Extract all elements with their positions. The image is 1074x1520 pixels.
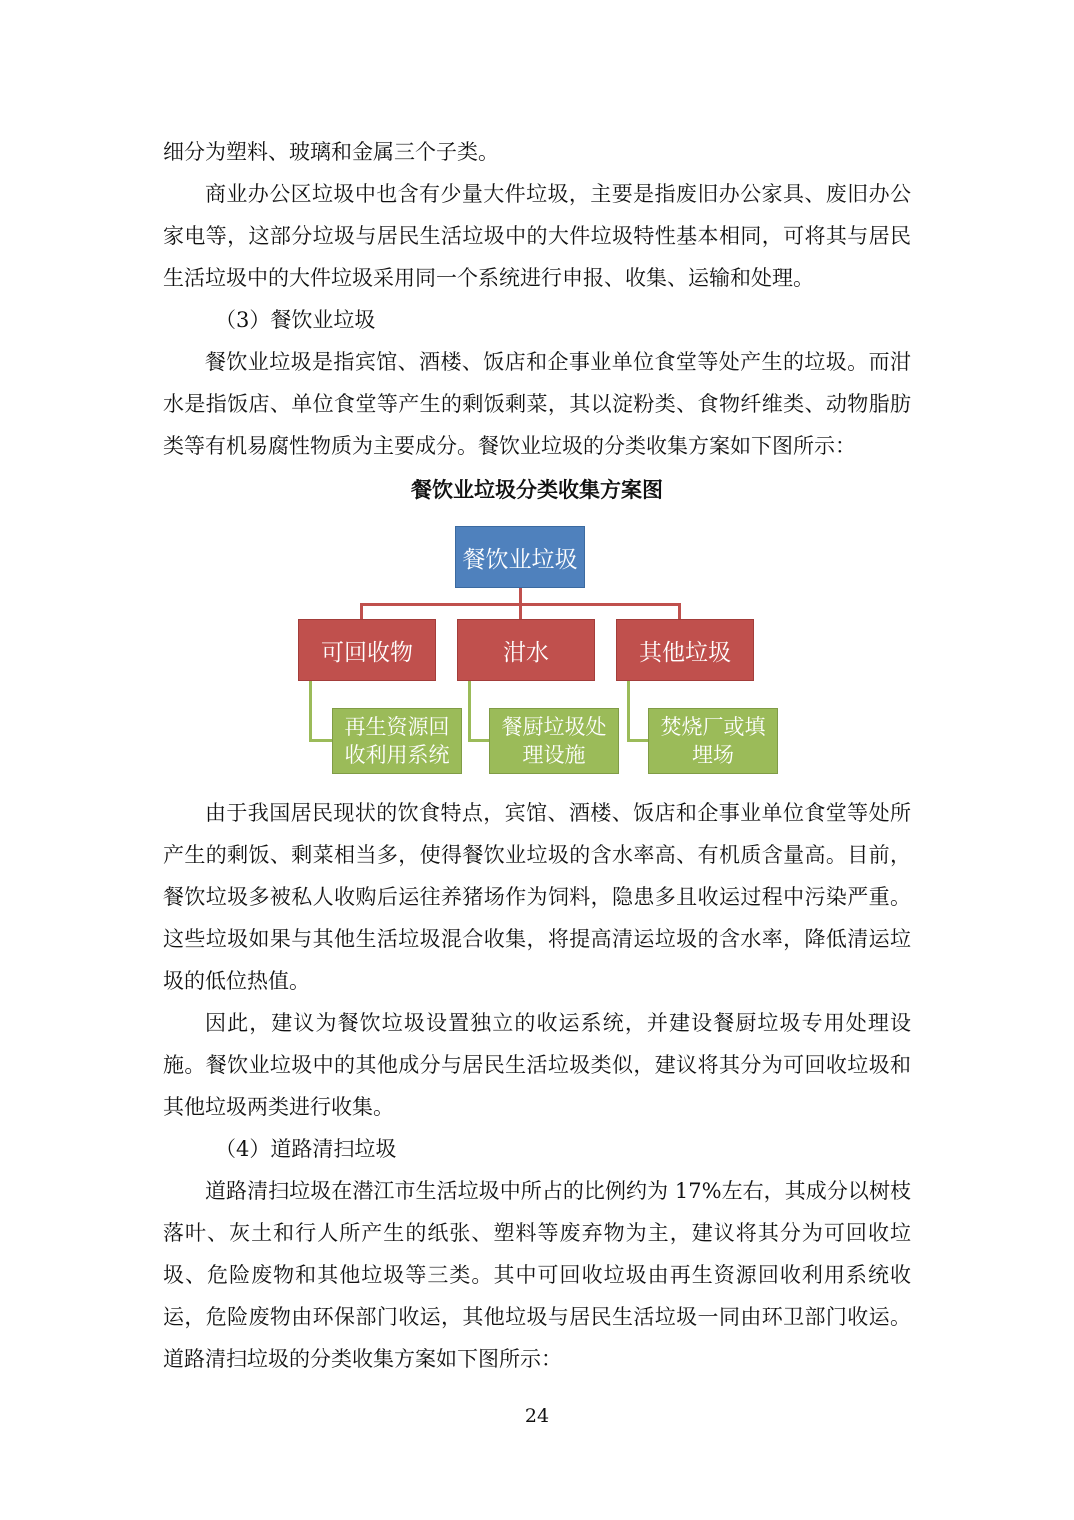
- figure-title: 餐饮业垃圾分类收集方案图: [411, 477, 663, 502]
- category-node: 泔水: [457, 619, 595, 681]
- leaf-connector: [468, 739, 490, 742]
- paragraph: 道路清扫垃圾在潜江市生活垃圾中所占的比例约为 17%左右，其成分以树枝落叶、灰土和行人所产生的纸张、塑料等废弃物为主，建议将其分为可回收垃圾、危险废物和其他垃圾等三类。其中可回收垃圾由再生资源回收利用系统收运，危险废物由环保部门收运，其他垃圾与居民生活垃圾一同由环卫部门收运。道路清扫垃圾的分类收集方案如下图所示：: [163, 1179, 911, 1371]
- category-node: 可回收物: [298, 619, 436, 681]
- leaf-connector: [309, 739, 333, 742]
- paragraph: 细分为塑料、玻璃和金属三个子类。: [163, 140, 499, 164]
- text-block-top: [163, 131, 911, 467]
- leaf-connector: [627, 739, 649, 742]
- paragraph: 因此，建议为餐饮垃圾设置独立的收运系统，并建设餐厨垃圾专用处理设施。餐饮业垃圾中的其他成分与居民生活垃圾类似，建议将其分为可回收垃圾和其他垃圾两类进行收集。: [163, 1011, 911, 1119]
- destination-node: 餐厨垃圾处理设施: [489, 708, 619, 774]
- section-heading: （3）餐饮业垃圾: [215, 308, 376, 332]
- root-node: 餐饮业垃圾: [455, 526, 585, 588]
- leaf-connector: [627, 681, 630, 742]
- paragraph: 商业办公区垃圾中也含有少量大件垃圾，主要是指废旧办公家具、废旧办公家电等，这部分垃圾与居民生活垃圾中的大件垃圾特性基本相同，可将其与居民生活垃圾中的大件垃圾采用同一个系统进行申报、收集、运输和处理。: [163, 182, 911, 290]
- branch-connector: [519, 603, 522, 619]
- classification-diagram: [290, 522, 790, 784]
- branch-connector: [360, 603, 363, 619]
- destination-node: 再生资源回收利用系统: [332, 708, 462, 774]
- leaf-connector: [309, 681, 312, 742]
- paragraph: 餐饮业垃圾是指宾馆、酒楼、饭店和企事业单位食堂等处产生的垃圾。而泔水是指饭店、单位食堂等产生的剩饭剩菜，其以淀粉类、食物纤维类、动物脂肪类等有机易腐性物质为主要成分。餐饮业垃圾的分类收集方案如下图所示：: [163, 350, 911, 458]
- section-heading: （4）道路清扫垃圾: [215, 1137, 397, 1161]
- page-number: 24: [524, 1405, 550, 1427]
- category-node: 其他垃圾: [616, 619, 754, 681]
- leaf-connector: [468, 681, 471, 742]
- text-block-bottom: [163, 792, 911, 1380]
- destination-node: 焚烧厂或填埋场: [648, 708, 778, 774]
- paragraph: 由于我国居民现状的饮食特点，宾馆、酒楼、饭店和企事业单位食堂等处所产生的剩饭、剩菜相当多，使得餐饮业垃圾的含水率高、有机质含量高。目前，餐饮垃圾多被私人收购后运往养猪场作为饲料，隐患多且收运过程中污染严重。这些垃圾如果与其他生活垃圾混合收集，将提高清运垃圾的含水率，降低清运垃圾的低位热值。: [163, 801, 911, 993]
- branch-connector: [678, 603, 681, 619]
